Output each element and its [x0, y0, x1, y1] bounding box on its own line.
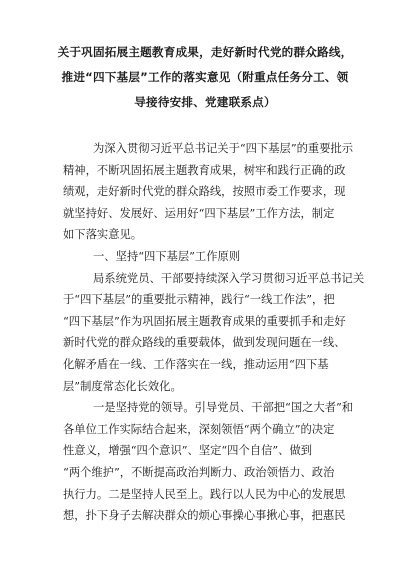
body-line: “四下基层”作为巩固拓展主题教育成果的重要抓手和走好	[63, 314, 346, 328]
title-line: 导接待安排、党建联系点）	[134, 95, 276, 109]
title-line: 关于巩固拓展主题教育成果，走好新时代党的群众路线，	[57, 45, 353, 59]
document-title	[54, 40, 356, 115]
body-line: 一是坚持党的领导。引导党员、干部把“国之大者”和	[93, 401, 354, 415]
body-line: 一、坚持“四下基层”工作原则	[93, 249, 241, 263]
body-line: 局系统党员、干部要持续深入学习贯彻习近平总书记关	[93, 271, 365, 285]
title-line: 推进“四下基层”工作的落实意见（附重点任务分工、领	[61, 70, 349, 84]
body-line: 绩观，走好新时代党的群众路线，按照市委工作要求，现	[63, 185, 346, 199]
body-line: 就坚持好、发展好、运用好“四下基层”工作方法，制定	[63, 206, 335, 220]
body-line: 化解矛盾在一线、工作落实在一线，推动运用“四下基	[63, 357, 329, 371]
body-line: 执行力。二是坚持人民至上。践行以人民为中心的发展思	[63, 487, 346, 501]
body-line: 层”制度常态化长效化。	[63, 379, 182, 393]
body-line: 如下落实意见。	[63, 228, 143, 242]
body-line: 为深入贯彻习近平总书记关于“四下基层”的重要批示	[93, 142, 354, 155]
body-line: 性意义，增强“四个意识”、坚定“四个自信”、做到	[63, 444, 313, 458]
document-body	[63, 138, 365, 527]
body-line: 新时代党的群众路线的重要载体，做到发现问题在一线、	[63, 336, 346, 350]
body-line: 想，扑下身子去解决群众的烦心事操心事揪心事，把惠民	[63, 509, 346, 523]
body-line: 于“四下基层”的重要批示精神，践行“一线工作法”，把	[63, 293, 335, 307]
body-line: 精神，不断巩固拓展主题教育成果，树牢和践行正确的政	[63, 163, 346, 177]
body-line: “两个维护”，不断提高政治判断力、政治领悟力、政治	[63, 465, 335, 479]
body-line: 各单位工作实际结合起来，深刻领悟“两个确立”的决定	[63, 422, 335, 436]
